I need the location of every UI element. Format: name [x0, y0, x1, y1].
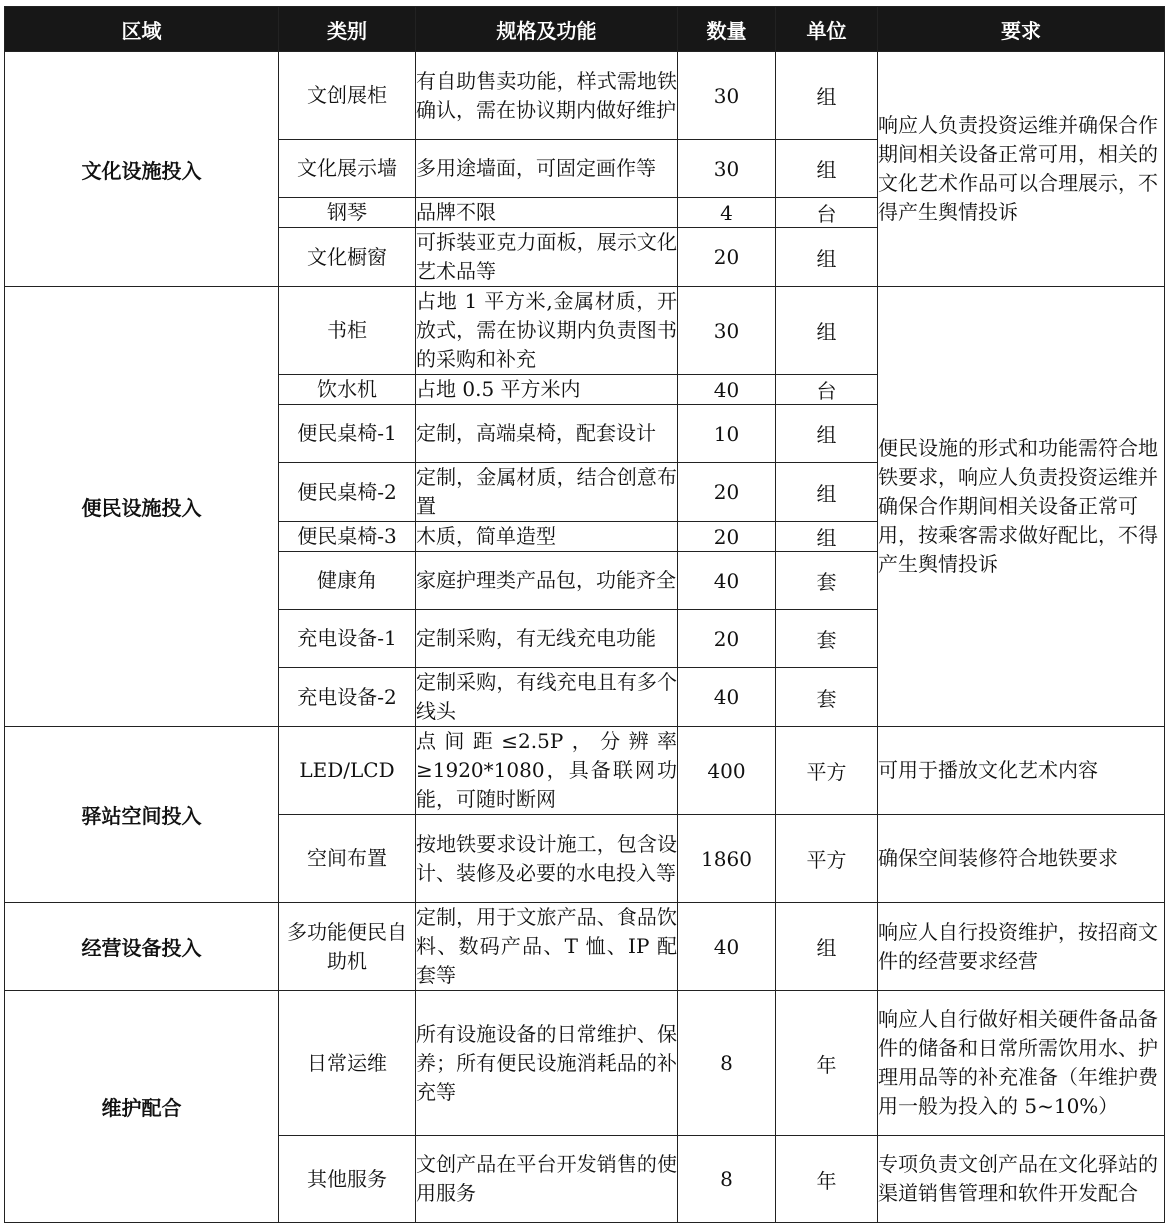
unit-cell: 年 [776, 991, 878, 1136]
spec-cell: 定制，金属材质，结合创意布置 [416, 463, 678, 522]
area-cell: 便民设施投入 [5, 287, 279, 727]
spec-cell: 所有设施设备的日常维护、保养；所有便民设施消耗品的补充等 [416, 991, 678, 1136]
spec-cell: 按地铁要求设计施工，包含设计、装修及必要的水电投入等 [416, 815, 678, 903]
category-cell: 便民桌椅-2 [279, 463, 416, 522]
spec-cell: 定制，高端桌椅，配套设计 [416, 405, 678, 463]
table-body [5, 52, 1165, 1223]
quantity-cell: 30 [678, 287, 776, 375]
category-cell: 其他服务 [279, 1136, 416, 1223]
spec-cell: 品牌不限 [416, 198, 678, 228]
header-category: 类别 [279, 7, 416, 52]
category-cell: 多功能便民自助机 [279, 903, 416, 991]
unit-cell: 套 [776, 610, 878, 668]
quantity-cell: 400 [678, 727, 776, 815]
area-cell: 经营设备投入 [5, 903, 279, 991]
category-cell: 文化展示墙 [279, 140, 416, 198]
table-row [5, 287, 1165, 375]
unit-cell: 组 [776, 903, 878, 991]
table-row [5, 52, 1165, 140]
category-cell: 便民桌椅-1 [279, 405, 416, 463]
table-row [5, 903, 1165, 991]
spec-cell: 多用途墙面，可固定画作等 [416, 140, 678, 198]
category-cell: 空间布置 [279, 815, 416, 903]
requirement-cell: 响应人负责投资运维并确保合作期间相关设备正常可用，相关的文化艺术作品可以合理展示，不得产生舆情投诉 [878, 52, 1165, 287]
unit-cell: 组 [776, 52, 878, 140]
requirement-cell: 可用于播放文化艺术内容 [878, 727, 1165, 815]
quantity-cell: 20 [678, 522, 776, 552]
category-cell: 文创展柜 [279, 52, 416, 140]
unit-cell: 套 [776, 552, 878, 610]
unit-cell: 组 [776, 287, 878, 375]
unit-cell: 台 [776, 375, 878, 405]
spec-cell: 占地 1 平方米,金属材质，开放式，需在协议期内负责图书的采购和补充 [416, 287, 678, 375]
area-cell: 驿站空间投入 [5, 727, 279, 903]
unit-cell: 组 [776, 463, 878, 522]
area-cell: 维护配合 [5, 991, 279, 1223]
category-cell: 充电设备-2 [279, 668, 416, 727]
unit-cell: 组 [776, 228, 878, 287]
category-cell: 便民桌椅-3 [279, 522, 416, 552]
category-cell: 钢琴 [279, 198, 416, 228]
spec-cell: 定制采购，有无线充电功能 [416, 610, 678, 668]
equipment-investment-table [4, 6, 1165, 1223]
unit-cell: 年 [776, 1136, 878, 1223]
requirement-cell: 专项负责文创产品在文化驿站的渠道销售管理和软件开发配合 [878, 1136, 1165, 1223]
quantity-cell: 30 [678, 52, 776, 140]
unit-cell: 组 [776, 140, 878, 198]
spec-cell: 占地 0.5 平方米内 [416, 375, 678, 405]
category-cell: 日常运维 [279, 991, 416, 1136]
quantity-cell: 20 [678, 463, 776, 522]
header-area: 区域 [5, 7, 279, 52]
requirement-cell: 便民设施的形式和功能需符合地铁要求，响应人负责投资运维并确保合作期间相关设备正常可用，按乘客需求做好配比，不得产生舆情投诉 [878, 287, 1165, 727]
table-header [5, 7, 1165, 52]
header-spec: 规格及功能 [416, 7, 678, 52]
quantity-cell: 40 [678, 375, 776, 405]
table-row [5, 727, 1165, 815]
unit-cell: 组 [776, 522, 878, 552]
quantity-cell: 20 [678, 610, 776, 668]
category-cell: 书柜 [279, 287, 416, 375]
category-cell: 饮水机 [279, 375, 416, 405]
quantity-cell: 8 [678, 991, 776, 1136]
spec-cell: 可拆装亚克力面板，展示文化艺术品等 [416, 228, 678, 287]
category-cell: 健康角 [279, 552, 416, 610]
spec-cell: 定制，用于文旅产品、食品饮料、数码产品、T 恤、IP 配套等 [416, 903, 678, 991]
unit-cell: 组 [776, 405, 878, 463]
header-unit: 单位 [776, 7, 878, 52]
quantity-cell: 40 [678, 903, 776, 991]
unit-cell: 台 [776, 198, 878, 228]
unit-cell: 套 [776, 668, 878, 727]
spec-cell: 木质，简单造型 [416, 522, 678, 552]
quantity-cell: 1860 [678, 815, 776, 903]
quantity-cell: 10 [678, 405, 776, 463]
quantity-cell: 30 [678, 140, 776, 198]
spec-cell: 家庭护理类产品包，功能齐全 [416, 552, 678, 610]
table-row [5, 991, 1165, 1136]
quantity-cell: 40 [678, 668, 776, 727]
quantity-cell: 8 [678, 1136, 776, 1223]
requirement-cell: 响应人自行做好相关硬件备品备件的储备和日常所需饮用水、护理用品等的补充准备（年维护费用一般为投入的 5~10%） [878, 991, 1165, 1136]
category-cell: 充电设备-1 [279, 610, 416, 668]
quantity-cell: 20 [678, 228, 776, 287]
header-requirement: 要求 [878, 7, 1165, 52]
quantity-cell: 40 [678, 552, 776, 610]
quantity-cell: 4 [678, 198, 776, 228]
unit-cell: 平方 [776, 727, 878, 815]
area-cell: 文化设施投入 [5, 52, 279, 287]
unit-cell: 平方 [776, 815, 878, 903]
category-cell: 文化橱窗 [279, 228, 416, 287]
requirement-cell: 响应人自行投资维护，按招商文件的经营要求经营 [878, 903, 1165, 991]
category-cell: LED/LCD [279, 727, 416, 815]
requirement-cell: 确保空间装修符合地铁要求 [878, 815, 1165, 903]
header-quantity: 数量 [678, 7, 776, 52]
spec-cell: 定制采购，有线充电且有多个线头 [416, 668, 678, 727]
spec-cell: 文创产品在平台开发销售的使用服务 [416, 1136, 678, 1223]
spec-cell: 点间距≤2.5P，分辨率≥1920*1080，具备联网功能，可随时断网 [416, 727, 678, 815]
spec-cell: 有自助售卖功能，样式需地铁确认，需在协议期内做好维护 [416, 52, 678, 140]
